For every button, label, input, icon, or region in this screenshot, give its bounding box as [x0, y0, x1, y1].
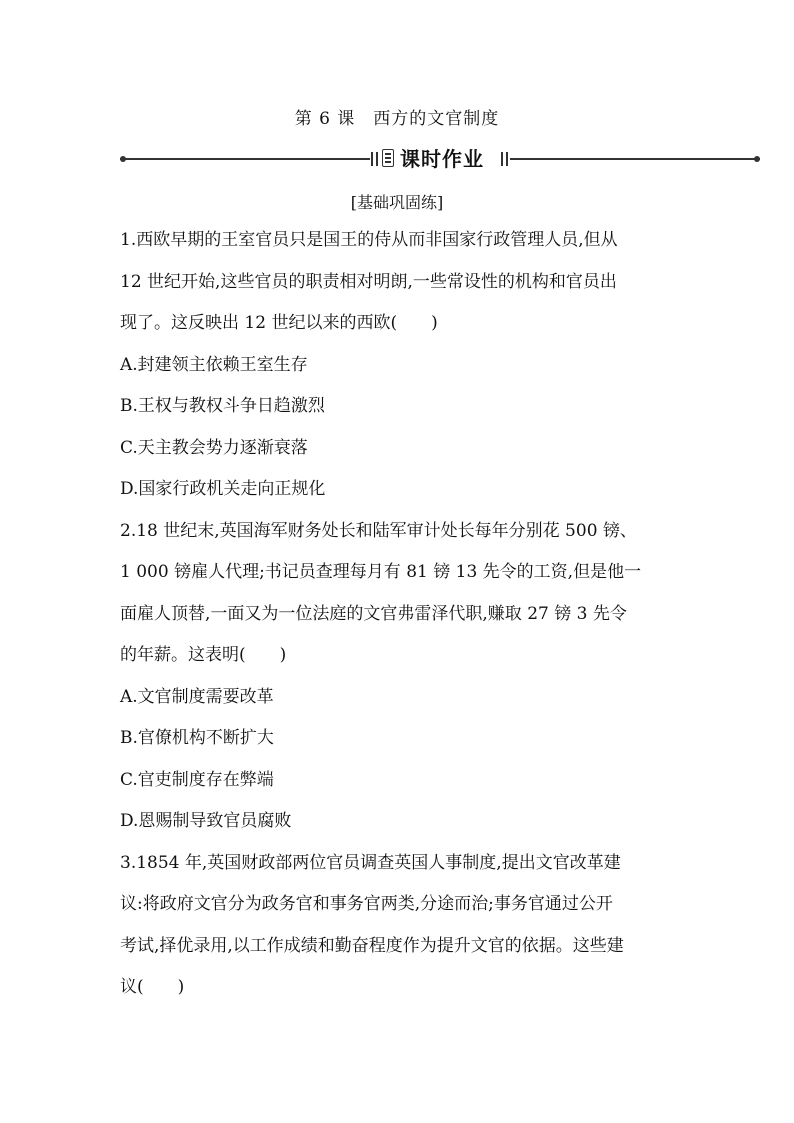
- option-c: C.官吏制度存在弊端: [120, 769, 274, 790]
- banner-right-rule: [510, 158, 760, 160]
- option-d: D.国家行政机关走向正规化: [120, 479, 326, 499]
- question-list: [120, 227, 700, 1016]
- question-stem-line: 2.18 世纪末,英国海军财务处长和陆军审计处长每年分别花 500 镑、: [120, 520, 637, 541]
- option-b: B.官僚机构不断扩大: [120, 728, 274, 748]
- option-b: B.王权与教权斗争日趋激烈: [120, 396, 325, 416]
- question-stem-line: 考试,择优录用,以工作成绩和勤奋程度作为提升文官的依据。这些建: [120, 935, 624, 956]
- question-stem-line: 1.西欧早期的王室官员只是国王的侍从而非国家行政管理人员,但从: [120, 230, 618, 250]
- notebook-icon: [382, 149, 394, 167]
- banner-label: 课时作业: [400, 147, 484, 171]
- question-stem-line: 的年薪。这表明( ): [120, 645, 287, 665]
- question-3: [120, 850, 700, 1016]
- question-stem-line: 议:将政府文官分为政务官和事务官两类,分途而治;事务官通过公开: [120, 894, 613, 914]
- homework-banner: [120, 145, 760, 173]
- question-stem-line: 1 000 镑雇人代理;书记员查理每月有 81 镑 13 先令的工资,但是他一: [120, 562, 642, 582]
- option-c: C.天主教会势力逐渐衰落: [120, 437, 308, 458]
- question-stem-line: 3.1854 年,英国财政部两位官员调查英国人事制度,提出文官改革建: [120, 852, 621, 873]
- banner-left-rule: [120, 158, 370, 160]
- banner-right-dot: [754, 156, 760, 162]
- question-stem-line: 议( ): [120, 977, 185, 997]
- question-1: [120, 227, 700, 518]
- section-label: [基础巩固练]: [350, 193, 444, 212]
- question-stem-line: 12 世纪开始,这些官员的职责相对明朗,一些常设性的机构和官员出: [120, 271, 617, 292]
- option-a: A.封建领主依赖王室生存: [120, 354, 308, 375]
- option-a: A.文官制度需要改革: [120, 686, 274, 707]
- question-stem-line: 面雇人顶替,一面又为一位法庭的文官弗雷泽代职,赚取 27 镑 3 先令: [120, 603, 627, 624]
- question-2: [120, 518, 700, 850]
- page-title: 第 6 课 西方的文官制度: [294, 109, 500, 129]
- question-stem-line: 现了。这反映出 12 世纪以来的西欧( ): [120, 313, 438, 333]
- banner-left-bars: [368, 152, 382, 166]
- option-d: D.恩赐制导致官员腐败: [120, 811, 292, 831]
